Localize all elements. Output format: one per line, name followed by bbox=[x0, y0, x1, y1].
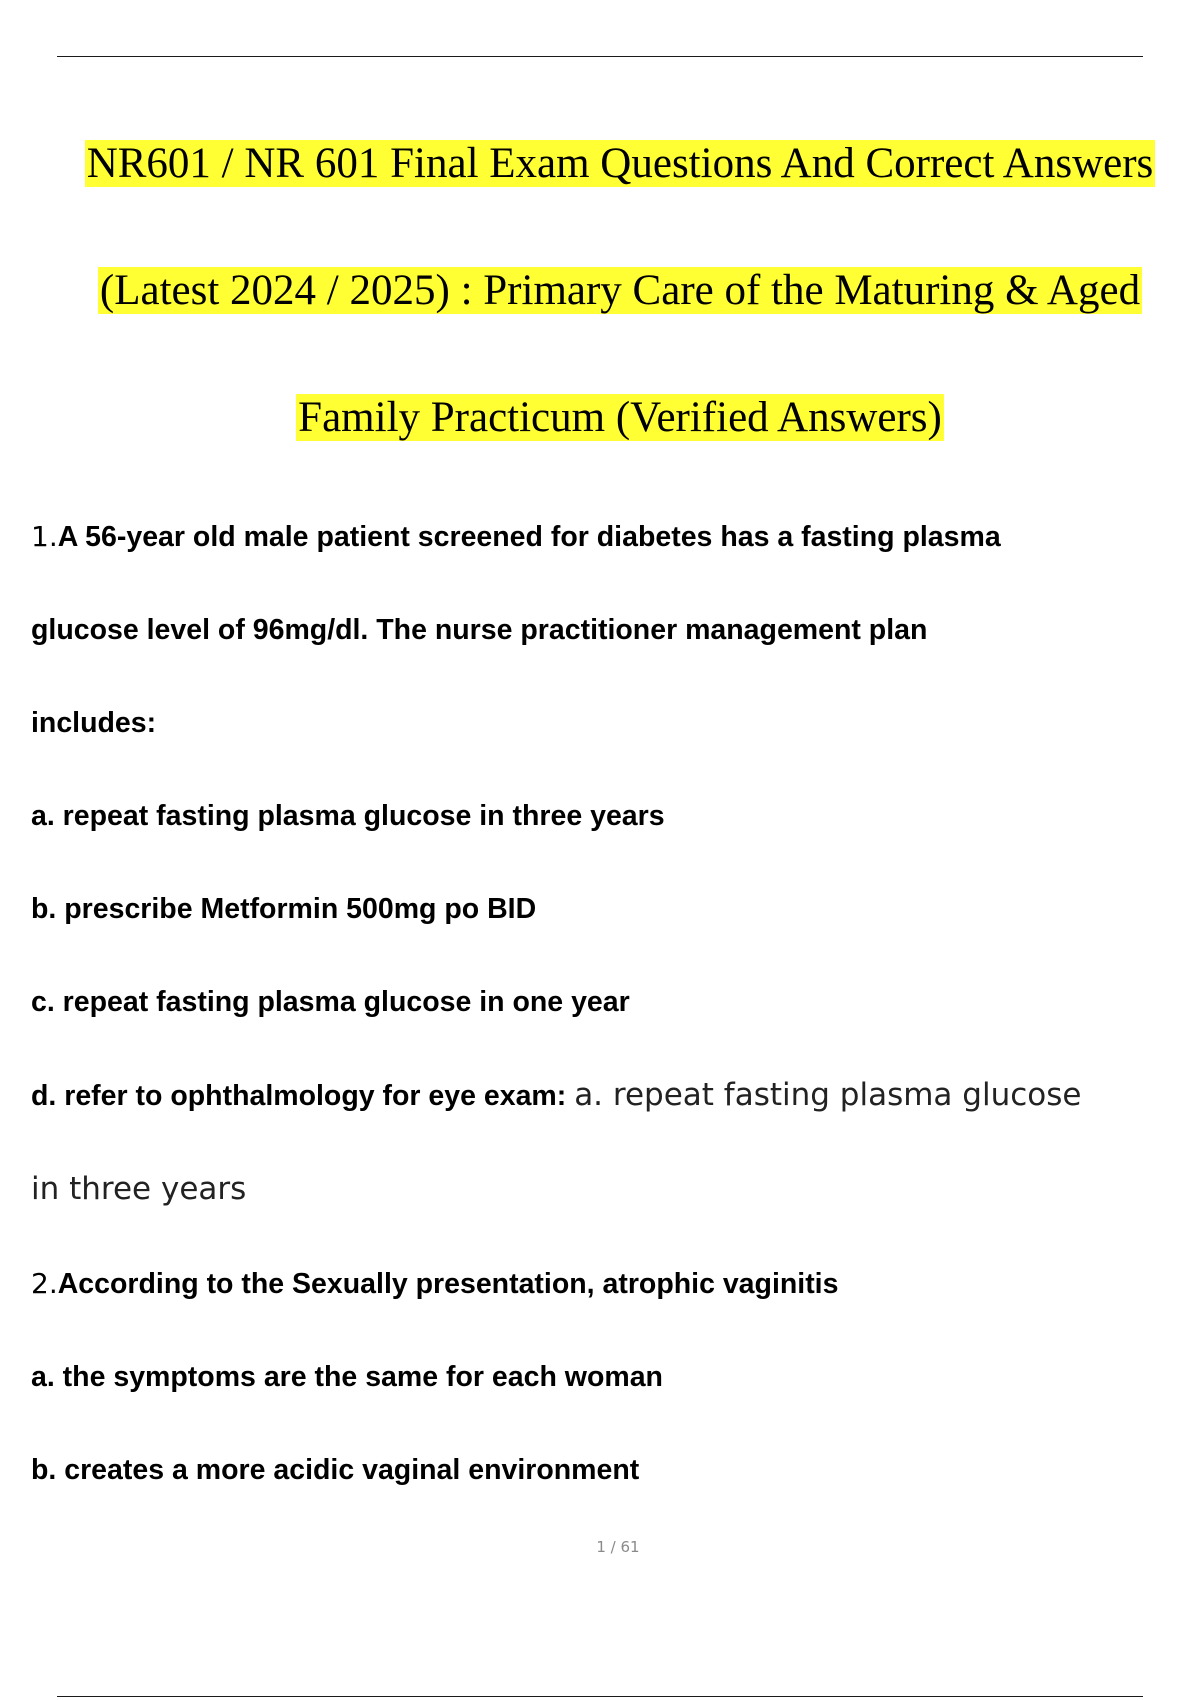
document-title bbox=[40, 100, 1200, 481]
title-line-1: NR601 / NR 601 Final Exam Questions And Correct Answers bbox=[86, 140, 1154, 187]
question-1-answer: a. repeat fasting plasma glucose bbox=[574, 1077, 1082, 1113]
title-line-3: Family Practicum (Verified Answers) bbox=[298, 394, 942, 441]
question-2-option-a: a. the symptoms are the same for each woman bbox=[31, 1361, 663, 1393]
question-2-option-b: b. creates a more acidic vaginal environment bbox=[31, 1454, 640, 1486]
question-1-option-d: d. refer to ophthalmology for eye exam: a. repeat fasting plasma glucose bbox=[31, 1077, 1082, 1113]
question-1-stem-line-3: includes: bbox=[31, 707, 157, 739]
bottom-rule bbox=[57, 1696, 1143, 1697]
question-1-option-b: b. prescribe Metformin 500mg po BID bbox=[31, 893, 537, 925]
top-rule bbox=[57, 56, 1143, 57]
question-1-stem-line-2: glucose level of 96mg/dl. The nurse practitioner management plan bbox=[31, 614, 928, 646]
question-1-stem-line-1: 1.A 56-year old male patient screened for diabetes has a fasting plasma bbox=[31, 520, 1001, 553]
question-1-option-c: c. repeat fasting plasma glucose in one year bbox=[31, 986, 630, 1018]
question-1-answer-continued: in three years bbox=[31, 1171, 247, 1207]
question-2-number: 2. bbox=[31, 1267, 58, 1300]
question-1-option-a: a. repeat fasting plasma glucose in three years bbox=[31, 800, 665, 832]
page-indicator: 1 / 61 bbox=[596, 1538, 640, 1556]
document-body bbox=[31, 490, 1181, 1517]
question-2-stem-line-1: 2.According to the Sexually presentation, atrophic vaginitis bbox=[31, 1267, 839, 1300]
title-line-2: (Latest 2024 / 2025) : Primary Care of the Maturing & Aged bbox=[99, 267, 1141, 314]
question-1-number: 1. bbox=[31, 520, 58, 553]
